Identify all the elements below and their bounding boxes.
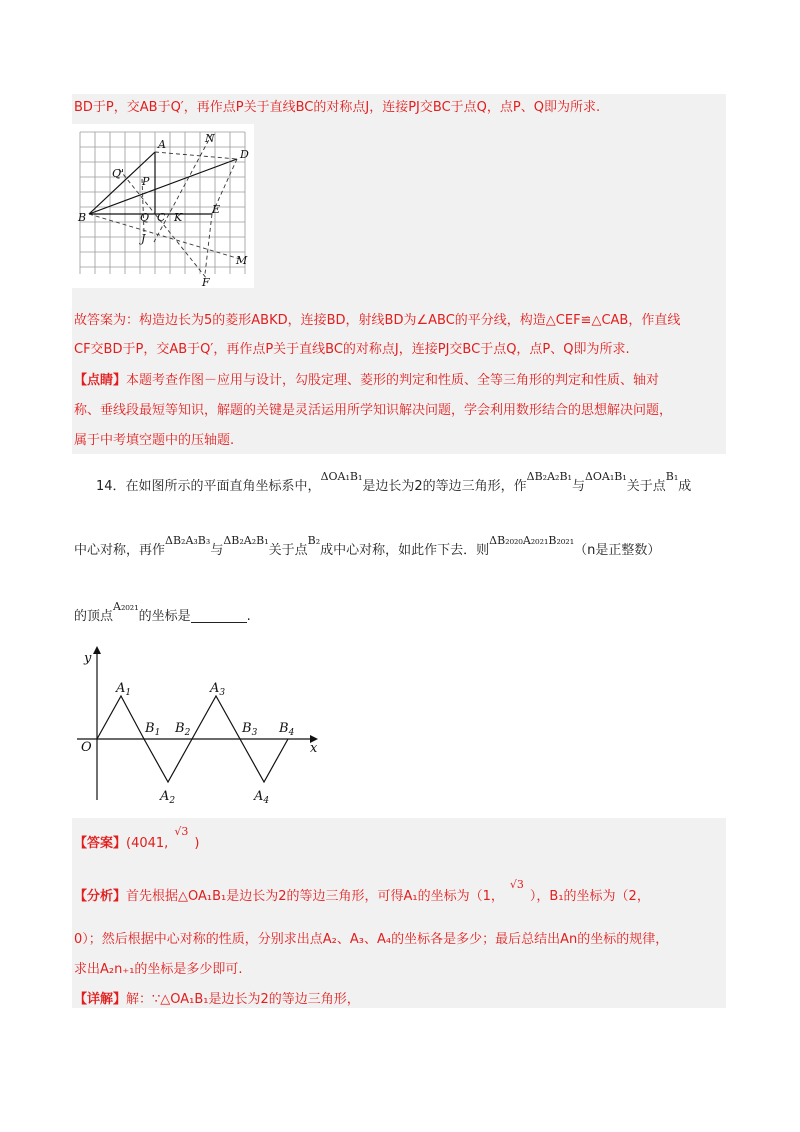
- y-axis-label: y: [84, 651, 92, 666]
- label-B4: $B_4$: [279, 721, 295, 738]
- label-A4: $A_4$: [254, 789, 270, 806]
- svg-text:K: K: [174, 211, 183, 224]
- svg-text:M: M: [236, 254, 248, 267]
- triangle-label: ΔB₂A₃B₃: [165, 534, 211, 547]
- analysis-line-3: 求出A₂n₊₁的坐标是多少即可.: [74, 962, 243, 977]
- answer-close: ): [194, 836, 200, 851]
- analysis-text: 首先根据△OA₁B₁是边长为2的等边三角形，可得A₁的坐标为（1，: [126, 889, 504, 904]
- triangle-label: ΔB₂A₂B₁: [223, 534, 269, 547]
- question-text: 关于点: [626, 479, 666, 494]
- label-B3: $B_3$: [242, 721, 258, 738]
- analysis-line-1: [74, 878, 650, 907]
- answer-line: [74, 825, 200, 854]
- svg-text:P: P: [142, 175, 150, 188]
- question-text: （n是正整数）: [574, 543, 661, 558]
- svg-text:A: A: [158, 138, 166, 151]
- comment-text-1: 本题考查作图－应用与设计，勾股定理、菱形的判定和性质、全等三角形的判定和性质、轴对: [126, 373, 660, 388]
- question-text: 关于点: [268, 543, 308, 558]
- question-text: 的坐标是: [138, 609, 191, 624]
- triangle-label: ΔOA₁B₁: [584, 470, 627, 483]
- svg-text:J: J: [141, 232, 146, 245]
- origin-label: O: [81, 740, 92, 755]
- analysis-tag: 【分析】: [74, 889, 127, 904]
- label-B1: $B_1$: [145, 721, 161, 738]
- comment-line-2: 称、垂线段最短等知识，解题的关键是灵活运用所学知识解决问题，学会利用数形结合的思想解决问题，: [74, 403, 673, 418]
- question-text: 与: [571, 479, 585, 494]
- detail-tag: 【详解】: [74, 992, 127, 1007]
- question-text: 中心对称，再作: [74, 543, 166, 558]
- svg-text:C: C: [157, 211, 166, 224]
- analysis-sqrt: √3: [509, 878, 524, 891]
- question-text: .: [246, 609, 251, 624]
- label-A1: $A_1$: [116, 681, 132, 698]
- svg-text:Q': Q': [112, 167, 125, 180]
- question-text: 的顶点: [74, 609, 114, 624]
- analysis-text: ），B₁的坐标为（2，: [529, 889, 650, 904]
- svg-text:D: D: [240, 148, 249, 161]
- comment-line-1: [74, 371, 659, 391]
- grid-construction-figure: [72, 124, 254, 288]
- question-text: 成中心对称，如此作下去．则: [320, 543, 490, 558]
- continued-answer-line: BD于P，交AB于Q′，再作点P关于直线BC的对称点J，连接PJ交BC于点Q，点P、Q即为所求.: [74, 100, 601, 115]
- question-text: 成: [678, 479, 692, 494]
- question-text: 在如图所示的平面直角坐标系中，: [125, 479, 321, 494]
- question-number: 14．: [96, 479, 126, 494]
- detail-text: 解：∵△OA₁B₁是边长为2的等边三角形，: [126, 992, 360, 1007]
- question-14-line-3: [74, 600, 251, 627]
- label-A3: $A_3$: [210, 681, 226, 698]
- point-label: A₂₀₂₁: [113, 600, 139, 613]
- detail-line-1: [74, 990, 360, 1010]
- answer-line-1: 故答案为：构造边长为5的菱形ABKD，连接BD，射线BD为∠ABC的平分线，构造△CEF≌△CAB，作直线: [74, 313, 681, 328]
- answer-value: (4041,: [126, 836, 169, 851]
- point-label: B₂: [307, 534, 321, 547]
- svg-text:F: F: [202, 276, 210, 288]
- triangle-label: ΔB₂A₂B₁: [526, 470, 572, 483]
- coordinate-figure: [72, 640, 342, 810]
- answer-line-2: CF交BD于P，交AB于Q′，再作点P关于直线BC的对称点J，连接PJ交BC于点Q，点P、Q即为所求.: [74, 342, 630, 357]
- x-axis-label: x: [310, 741, 318, 756]
- svg-text:E: E: [212, 203, 221, 216]
- svg-text:Q: Q: [140, 211, 150, 224]
- triangle-label: ΔB₂₀₂₀A₂₀₂₁B₂₀₂₁: [489, 534, 575, 547]
- svg-text:B: B: [78, 211, 87, 224]
- question-text: 与: [210, 543, 224, 558]
- label-A2: $A_2$: [160, 789, 176, 806]
- label-B2: $B_2$: [175, 721, 191, 738]
- answer-tag: 【答案】: [74, 836, 127, 851]
- point-label: B₁: [665, 470, 679, 483]
- comment-tag: 【点睛】: [74, 373, 127, 388]
- triangle-label: ΔOA₁B₁: [320, 470, 363, 483]
- answer-sqrt: √3: [174, 825, 189, 838]
- answer-blank[interactable]: [191, 608, 247, 623]
- analysis-line-2: 0）；然后根据中心对称的性质，分别求出点A₂、A₃、A₄的坐标各是多少；最后总结出An的坐标的规律，: [74, 932, 669, 947]
- comment-line-3: 属于中考填空题中的压轴题.: [74, 433, 235, 448]
- question-text: 是边长为2的等边三角形，作: [362, 479, 527, 494]
- svg-text:N: N: [205, 132, 215, 145]
